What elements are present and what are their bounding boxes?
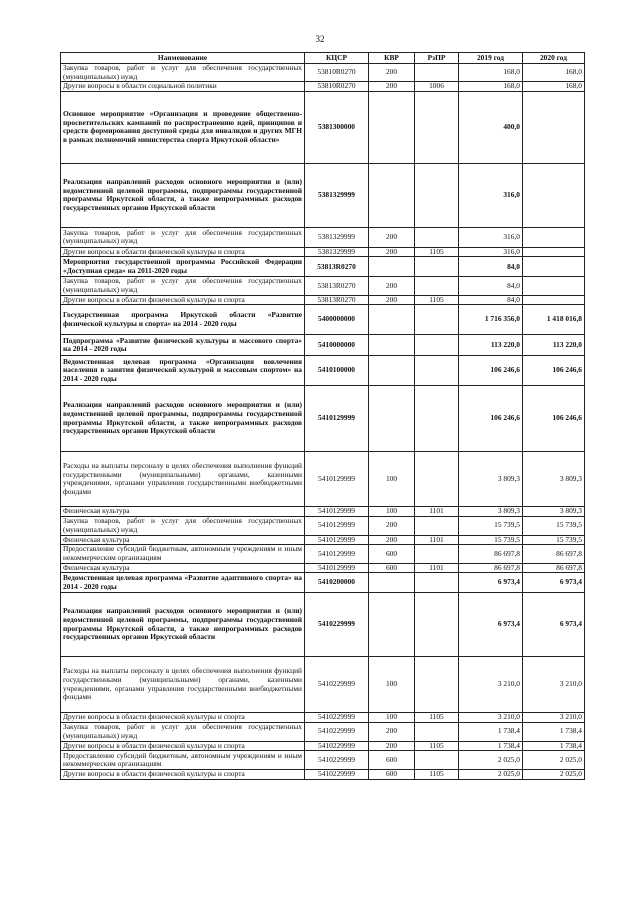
row-kcsr-cell: 5410229999 xyxy=(305,741,369,751)
header-rzpr: РзПР xyxy=(415,53,459,64)
row-name-cell: Предоставление субсидий бюджетным, автономным учреждениям и иным некоммерческим организациям xyxy=(61,545,305,563)
row-kcsr-cell: 5410229999 xyxy=(305,770,369,780)
header-2019: 2019 год xyxy=(459,53,523,64)
row-2019-cell: 2 025,0 xyxy=(459,751,523,770)
header-kcsr: КЦСР xyxy=(305,53,369,64)
row-kcsr-cell: 5410200000 xyxy=(305,573,369,593)
row-name-cell: Закупка товаров, работ и услуг для обеспечения государственных (муниципальных) нужд xyxy=(61,277,305,295)
table-row xyxy=(61,535,585,545)
row-2020-cell: 86 697,8 xyxy=(523,563,585,573)
row-rzpr-cell xyxy=(415,452,459,507)
row-kvr-cell: 200 xyxy=(369,82,415,92)
row-kcsr-cell: 5410000000 xyxy=(305,335,369,356)
row-2019-cell: 15 739,5 xyxy=(459,535,523,545)
row-kvr-cell: 600 xyxy=(369,545,415,563)
row-name-cell: Предоставление субсидий бюджетным, автономным учреждениям и иным некоммерческим организациям xyxy=(61,751,305,770)
row-2020-cell: 3 210,0 xyxy=(523,657,585,713)
table-row xyxy=(61,751,585,770)
table-row xyxy=(61,64,585,82)
row-kvr-cell: 100 xyxy=(369,713,415,723)
table-row xyxy=(61,257,585,277)
row-2020-cell: 168,0 xyxy=(523,64,585,82)
row-kvr-cell: 200 xyxy=(369,535,415,545)
table-body xyxy=(61,64,585,780)
row-rzpr-cell xyxy=(415,545,459,563)
header-kvr: КВР xyxy=(369,53,415,64)
row-kcsr-cell: 5410129999 xyxy=(305,545,369,563)
table-row xyxy=(61,563,585,573)
row-kvr-cell: 600 xyxy=(369,563,415,573)
table-row xyxy=(61,770,585,780)
row-rzpr-cell xyxy=(415,386,459,452)
table-row xyxy=(61,741,585,751)
row-rzpr-cell: 1105 xyxy=(415,247,459,257)
row-name-cell: Ведомственная целевая программа «Организация вовлечения населения в занятия физической культурой и массовым спортом» на 2014 - 2020 годы xyxy=(61,356,305,386)
row-rzpr-cell xyxy=(415,227,459,247)
row-name-cell: Другие вопросы в области физической культуры и спорта xyxy=(61,713,305,723)
row-2019-cell: 1 716 356,0 xyxy=(459,305,523,335)
row-name-cell: Расходы на выплаты персоналу в целях обеспечения выполнения функций государственными (муниципальными) органами, казенными учреждениями, органами управления государственными внебюджетными фондами xyxy=(61,452,305,507)
row-name-cell: Закупка товаров, работ и услуг для обеспечения государственных (муниципальных) нужд xyxy=(61,516,305,535)
row-2020-cell: 1 738,4 xyxy=(523,722,585,741)
row-rzpr-cell: 1101 xyxy=(415,535,459,545)
row-rzpr-cell xyxy=(415,593,459,657)
row-2019-cell: 84,0 xyxy=(459,295,523,305)
row-name-cell: Другие вопросы в области социальной политики xyxy=(61,82,305,92)
row-2020-cell xyxy=(523,227,585,247)
row-kcsr-cell: 5410229999 xyxy=(305,751,369,770)
row-rzpr-cell xyxy=(415,257,459,277)
row-kcsr-cell: 5410129999 xyxy=(305,535,369,545)
row-2019-cell: 316,0 xyxy=(459,227,523,247)
row-2020-cell: 6 973,4 xyxy=(523,573,585,593)
table-row xyxy=(61,452,585,507)
row-2019-cell: 1 738,4 xyxy=(459,741,523,751)
table-row xyxy=(61,277,585,295)
row-2019-cell: 168,0 xyxy=(459,82,523,92)
row-2019-cell: 1 738,4 xyxy=(459,722,523,741)
row-2020-cell: 86 697,8 xyxy=(523,545,585,563)
row-kvr-cell: 200 xyxy=(369,227,415,247)
row-2020-cell: 168,0 xyxy=(523,82,585,92)
row-2019-cell: 106 246,6 xyxy=(459,356,523,386)
row-kcsr-cell: 5381300000 xyxy=(305,91,369,163)
row-name-cell: Другие вопросы в области физической культуры и спорта xyxy=(61,770,305,780)
row-kcsr-cell: 5400000000 xyxy=(305,305,369,335)
row-kcsr-cell: 5410229999 xyxy=(305,593,369,657)
row-2019-cell: 168,0 xyxy=(459,64,523,82)
row-rzpr-cell xyxy=(415,722,459,741)
row-2019-cell: 15 739,5 xyxy=(459,516,523,535)
table-row xyxy=(61,507,585,517)
row-kvr-cell: 200 xyxy=(369,741,415,751)
table-row xyxy=(61,91,585,163)
row-2020-cell: 106 246,6 xyxy=(523,386,585,452)
row-2020-cell: 1 418 016,8 xyxy=(523,305,585,335)
row-rzpr-cell: 1105 xyxy=(415,713,459,723)
row-name-cell: Другие вопросы в области физической культуры и спорта xyxy=(61,295,305,305)
header-name: Наименование xyxy=(61,53,305,64)
row-2019-cell: 316,0 xyxy=(459,247,523,257)
row-2019-cell: 6 973,4 xyxy=(459,593,523,657)
table-row xyxy=(61,82,585,92)
row-kvr-cell: 200 xyxy=(369,295,415,305)
table-row xyxy=(61,356,585,386)
row-kcsr-cell: 5410229999 xyxy=(305,713,369,723)
row-name-cell: Закупка товаров, работ и услуг для обеспечения государственных (муниципальных) нужд xyxy=(61,64,305,82)
row-2019-cell: 106 246,6 xyxy=(459,386,523,452)
row-rzpr-cell xyxy=(415,657,459,713)
row-rzpr-cell xyxy=(415,305,459,335)
row-2019-cell: 3 809,3 xyxy=(459,507,523,517)
row-2020-cell: 15 739,5 xyxy=(523,535,585,545)
row-kvr-cell: 600 xyxy=(369,751,415,770)
row-kvr-cell: 200 xyxy=(369,247,415,257)
table-row xyxy=(61,573,585,593)
row-kvr-cell xyxy=(369,257,415,277)
row-kcsr-cell: 5381329999 xyxy=(305,247,369,257)
row-rzpr-cell: 1101 xyxy=(415,507,459,517)
row-kcsr-cell: 53813R0270 xyxy=(305,295,369,305)
row-2020-cell xyxy=(523,295,585,305)
row-rzpr-cell: 1105 xyxy=(415,770,459,780)
row-2019-cell: 84,0 xyxy=(459,257,523,277)
row-2019-cell: 113 220,0 xyxy=(459,335,523,356)
row-2020-cell: 15 739,5 xyxy=(523,516,585,535)
row-name-cell: Физическая культура xyxy=(61,535,305,545)
table-row xyxy=(61,335,585,356)
row-rzpr-cell xyxy=(415,64,459,82)
page-number: 32 xyxy=(315,34,325,44)
row-name-cell: Другие вопросы в области физической культуры и спорта xyxy=(61,741,305,751)
row-kvr-cell: 200 xyxy=(369,64,415,82)
row-name-cell: Закупка товаров, работ и услуг для обеспечения государственных (муниципальных) нужд xyxy=(61,227,305,247)
row-rzpr-cell xyxy=(415,751,459,770)
table-row xyxy=(61,713,585,723)
row-kvr-cell xyxy=(369,593,415,657)
row-2020-cell: 3 809,3 xyxy=(523,452,585,507)
row-kvr-cell: 100 xyxy=(369,507,415,517)
row-kcsr-cell: 53813R0270 xyxy=(305,257,369,277)
row-kvr-cell xyxy=(369,386,415,452)
row-2019-cell: 6 973,4 xyxy=(459,573,523,593)
row-kcsr-cell: 53813R0270 xyxy=(305,277,369,295)
table-row xyxy=(61,295,585,305)
row-kvr-cell: 100 xyxy=(369,452,415,507)
row-rzpr-cell xyxy=(415,335,459,356)
row-kvr-cell xyxy=(369,305,415,335)
row-kvr-cell xyxy=(369,356,415,386)
table-row xyxy=(61,593,585,657)
row-kcsr-cell: 5410100000 xyxy=(305,356,369,386)
row-rzpr-cell xyxy=(415,163,459,227)
row-kvr-cell: 200 xyxy=(369,516,415,535)
row-rzpr-cell xyxy=(415,516,459,535)
row-2019-cell: 400,0 xyxy=(459,91,523,163)
row-kcsr-cell: 5381329999 xyxy=(305,163,369,227)
row-2019-cell: 3 809,3 xyxy=(459,452,523,507)
row-kcsr-cell: 53810R0270 xyxy=(305,82,369,92)
row-rzpr-cell xyxy=(415,277,459,295)
row-name-cell: Физическая культура xyxy=(61,563,305,573)
row-name-cell: Закупка товаров, работ и услуг для обеспечения государственных (муниципальных) нужд xyxy=(61,722,305,741)
row-2020-cell: 2 025,0 xyxy=(523,751,585,770)
row-name-cell: Расходы на выплаты персоналу в целях обеспечения выполнения функций государственными (муниципальными) органами, казенными учреждениями, органами управления государственными внебюджетными фондами xyxy=(61,657,305,713)
row-2020-cell: 3 809,3 xyxy=(523,507,585,517)
row-name-cell: Физическая культура xyxy=(61,507,305,517)
row-name-cell: Мероприятия государственной программы Российской Федерации «Доступная среда» на 2011-2020 годы xyxy=(61,257,305,277)
row-name-cell: Государственная программа Иркутской области «Развитие физической культуры и спорта» на 2014 - 2020 годы xyxy=(61,305,305,335)
row-2020-cell: 6 973,4 xyxy=(523,593,585,657)
row-rzpr-cell: 1101 xyxy=(415,563,459,573)
row-rzpr-cell xyxy=(415,91,459,163)
row-kvr-cell xyxy=(369,163,415,227)
table-row xyxy=(61,247,585,257)
row-kcsr-cell: 5410129999 xyxy=(305,452,369,507)
table-row xyxy=(61,722,585,741)
row-2020-cell xyxy=(523,277,585,295)
row-2019-cell: 3 210,0 xyxy=(459,657,523,713)
row-rzpr-cell xyxy=(415,356,459,386)
row-kvr-cell: 100 xyxy=(369,657,415,713)
row-kvr-cell: 600 xyxy=(369,770,415,780)
row-2019-cell: 86 697,8 xyxy=(459,545,523,563)
row-2020-cell: 1 738,4 xyxy=(523,741,585,751)
row-2020-cell xyxy=(523,247,585,257)
row-2020-cell xyxy=(523,163,585,227)
row-2020-cell: 113 220,0 xyxy=(523,335,585,356)
row-name-cell: Ведомственная целевая программа «Развитие адаптивного спорта» на 2014 - 2020 годы xyxy=(61,573,305,593)
row-2020-cell: 106 246,6 xyxy=(523,356,585,386)
row-kcsr-cell: 5381329999 xyxy=(305,227,369,247)
row-kcsr-cell: 5410129999 xyxy=(305,386,369,452)
row-kcsr-cell: 5410229999 xyxy=(305,722,369,741)
row-2020-cell xyxy=(523,91,585,163)
row-kcsr-cell: 5410129999 xyxy=(305,507,369,517)
row-kcsr-cell: 5410229999 xyxy=(305,657,369,713)
row-rzpr-cell xyxy=(415,573,459,593)
budget-table xyxy=(60,52,585,780)
row-2019-cell: 84,0 xyxy=(459,277,523,295)
table-row xyxy=(61,305,585,335)
header-2020: 2020 год xyxy=(523,53,585,64)
row-2019-cell: 86 697,8 xyxy=(459,563,523,573)
table-row xyxy=(61,657,585,713)
table-row xyxy=(61,163,585,227)
table-row xyxy=(61,386,585,452)
row-kvr-cell xyxy=(369,573,415,593)
row-kvr-cell xyxy=(369,335,415,356)
row-rzpr-cell: 1105 xyxy=(415,295,459,305)
row-2020-cell: 3 210,0 xyxy=(523,713,585,723)
row-rzpr-cell: 1006 xyxy=(415,82,459,92)
row-2020-cell: 2 025,0 xyxy=(523,770,585,780)
row-name-cell: Другие вопросы в области физической культуры и спорта xyxy=(61,247,305,257)
row-rzpr-cell: 1105 xyxy=(415,741,459,751)
row-kcsr-cell: 53810R0270 xyxy=(305,64,369,82)
row-kvr-cell xyxy=(369,91,415,163)
row-2020-cell xyxy=(523,257,585,277)
row-name-cell: Реализация направлений расходов основного мероприятия и (или) ведомственной целевой программы, подпрограммы государственной программы Иркутской области, а также непрограммных расходов государственных органов Иркутской области xyxy=(61,163,305,227)
table-row xyxy=(61,227,585,247)
table-header-row xyxy=(61,53,585,64)
row-kcsr-cell: 5410129999 xyxy=(305,516,369,535)
row-name-cell: Реализация направлений расходов основного мероприятия и (или) ведомственной целевой программы, подпрограммы государственной программы Иркутской области, а также непрограммных расходов государственных органов Иркутской области xyxy=(61,593,305,657)
row-kcsr-cell: 5410129999 xyxy=(305,563,369,573)
row-kvr-cell: 200 xyxy=(369,722,415,741)
row-2019-cell: 316,0 xyxy=(459,163,523,227)
table-row xyxy=(61,516,585,535)
row-name-cell: Реализация направлений расходов основного мероприятия и (или) ведомственной целевой программы, подпрограммы государственной программы Иркутской области, а также непрограммных расходов государственных органов Иркутской области xyxy=(61,386,305,452)
row-kvr-cell: 200 xyxy=(369,277,415,295)
table-row xyxy=(61,545,585,563)
row-2019-cell: 3 210,0 xyxy=(459,713,523,723)
row-name-cell: Основное мероприятие «Организация и проведение общественно-просветительских кампаний по распространению идей, принципов и средств формирования доступной среды для инвалидов и других МГН в рамках полномочий министерства спорта Иркутской области» xyxy=(61,91,305,163)
row-2019-cell: 2 025,0 xyxy=(459,770,523,780)
row-name-cell: Подпрограмма «Развитие физической культуры и массового спорта» на 2014 - 2020 годы xyxy=(61,335,305,356)
